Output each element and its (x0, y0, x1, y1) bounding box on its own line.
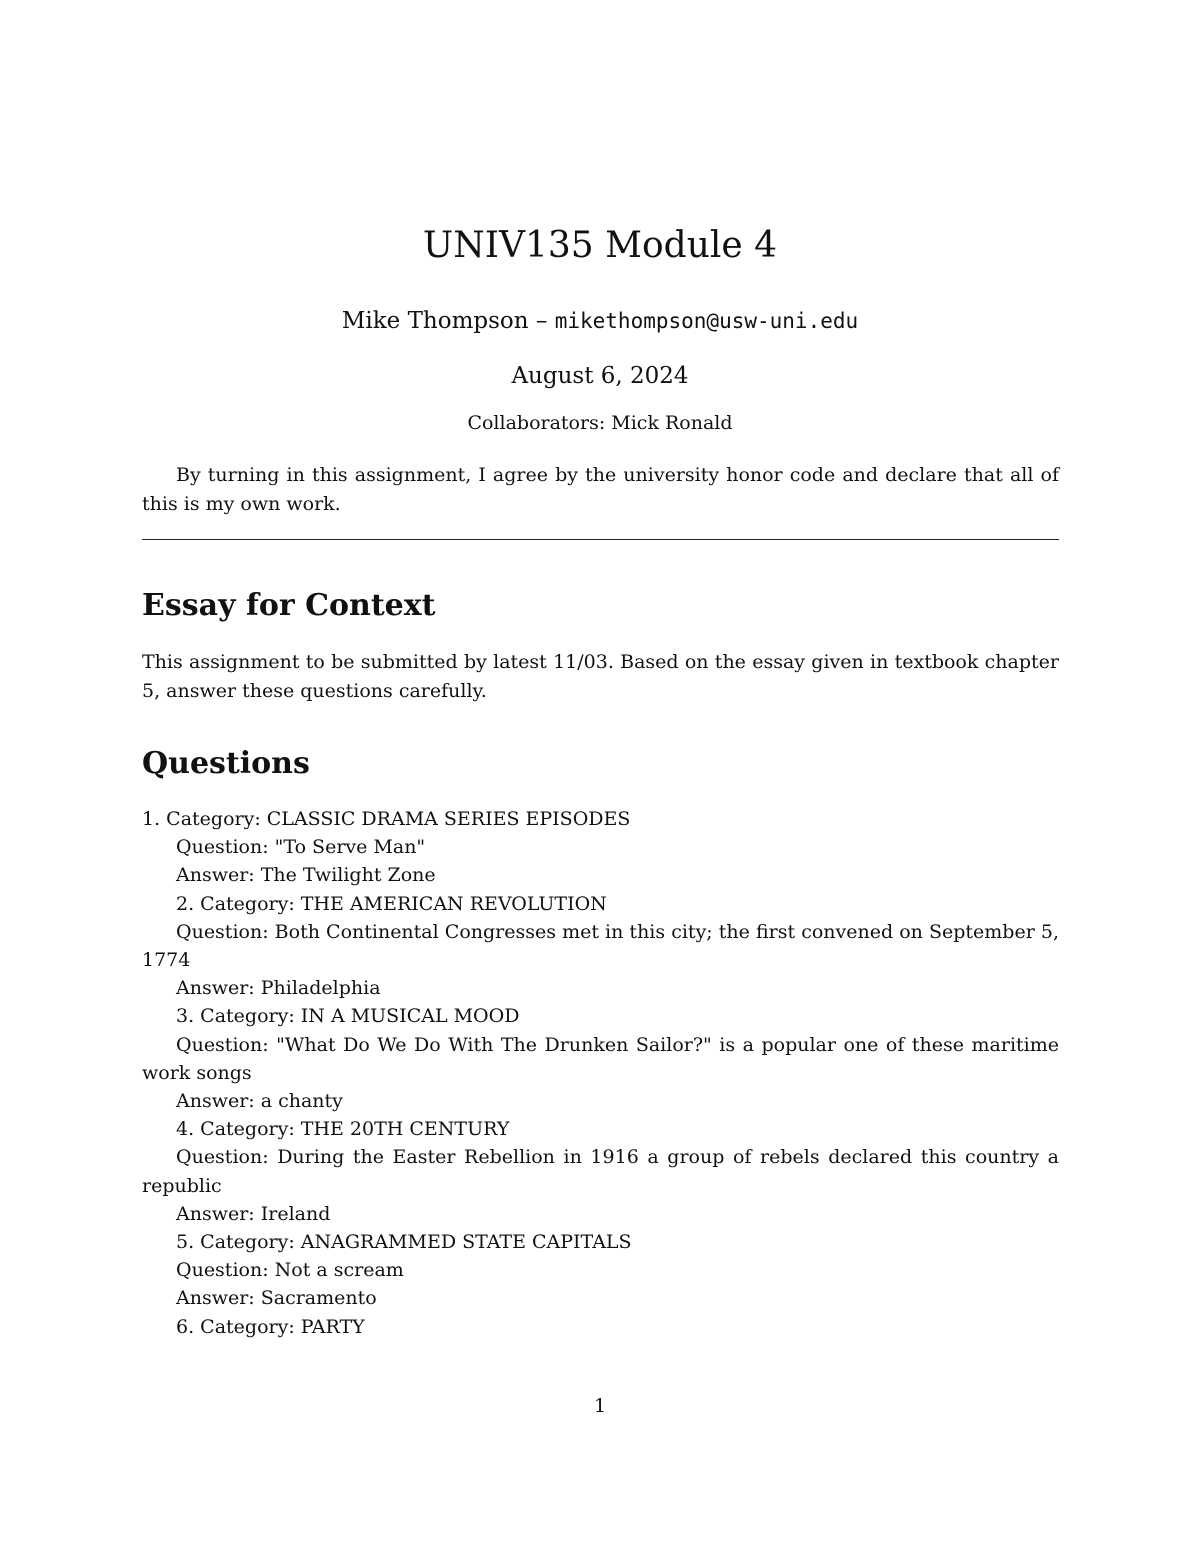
document-date: August 6, 2024 (511, 363, 689, 389)
essay-body: This assignment to be submitted by latest 11/03. Based on the essay given in textbook chapter 5, answer these questions carefully. (142, 651, 1059, 702)
collaborators: Collaborators: Mick Ronald (467, 412, 733, 434)
question-line: Answer: Philadelphia (176, 977, 381, 1000)
horizontal-rule (142, 539, 1059, 540)
author-email[interactable]: mikethompson@usw-uni.edu (554, 309, 859, 333)
question-line: Question: During the Easter Rebellion in 1916 a group of rebels declared this country a republic (142, 1146, 1059, 1197)
question-line: Question: "What Do We Do With The Drunken Sailor?" is a popular one of these maritime work songs (142, 1033, 1059, 1084)
question-line: Answer: a chanty (176, 1090, 343, 1113)
question-line: Question: Not a scream (176, 1259, 404, 1282)
author-separator: – (535, 308, 548, 334)
question-line: Question: "To Serve Man" (176, 836, 426, 859)
document-title: UNIV135 Module 4 (422, 225, 778, 266)
question-line: 5. Category: ANAGRAMMED STATE CAPITALS (176, 1231, 632, 1254)
questions-list (142, 805, 1059, 1341)
questions-heading: Questions (142, 746, 310, 781)
question-line: 6. Category: PARTY (176, 1315, 365, 1338)
question-line: Question: Both Continental Congresses met in this city; the first convened on September 5, 1774 (142, 920, 1059, 972)
author-name: Mike Thompson (341, 308, 529, 334)
author-line (0, 305, 1200, 337)
honor-statement: By turning in this assignment, I agree by the university honor code and declare that all of this is my own work. (142, 464, 1059, 515)
question-line: Answer: The Twilight Zone (176, 864, 436, 887)
question-line: Answer: Sacramento (176, 1287, 377, 1310)
essay-heading: Essay for Context (142, 588, 436, 623)
question-line: 2. Category: THE AMERICAN REVOLUTION (176, 892, 607, 915)
question-line: 1. Category: CLASSIC DRAMA SERIES EPISODES (142, 808, 631, 830)
page-number: 1 (593, 1395, 607, 1417)
question-line: 4. Category: THE 20TH CENTURY (176, 1118, 510, 1141)
question-line: Answer: Ireland (176, 1202, 331, 1225)
question-line: 3. Category: IN A MUSICAL MOOD (176, 1005, 520, 1028)
